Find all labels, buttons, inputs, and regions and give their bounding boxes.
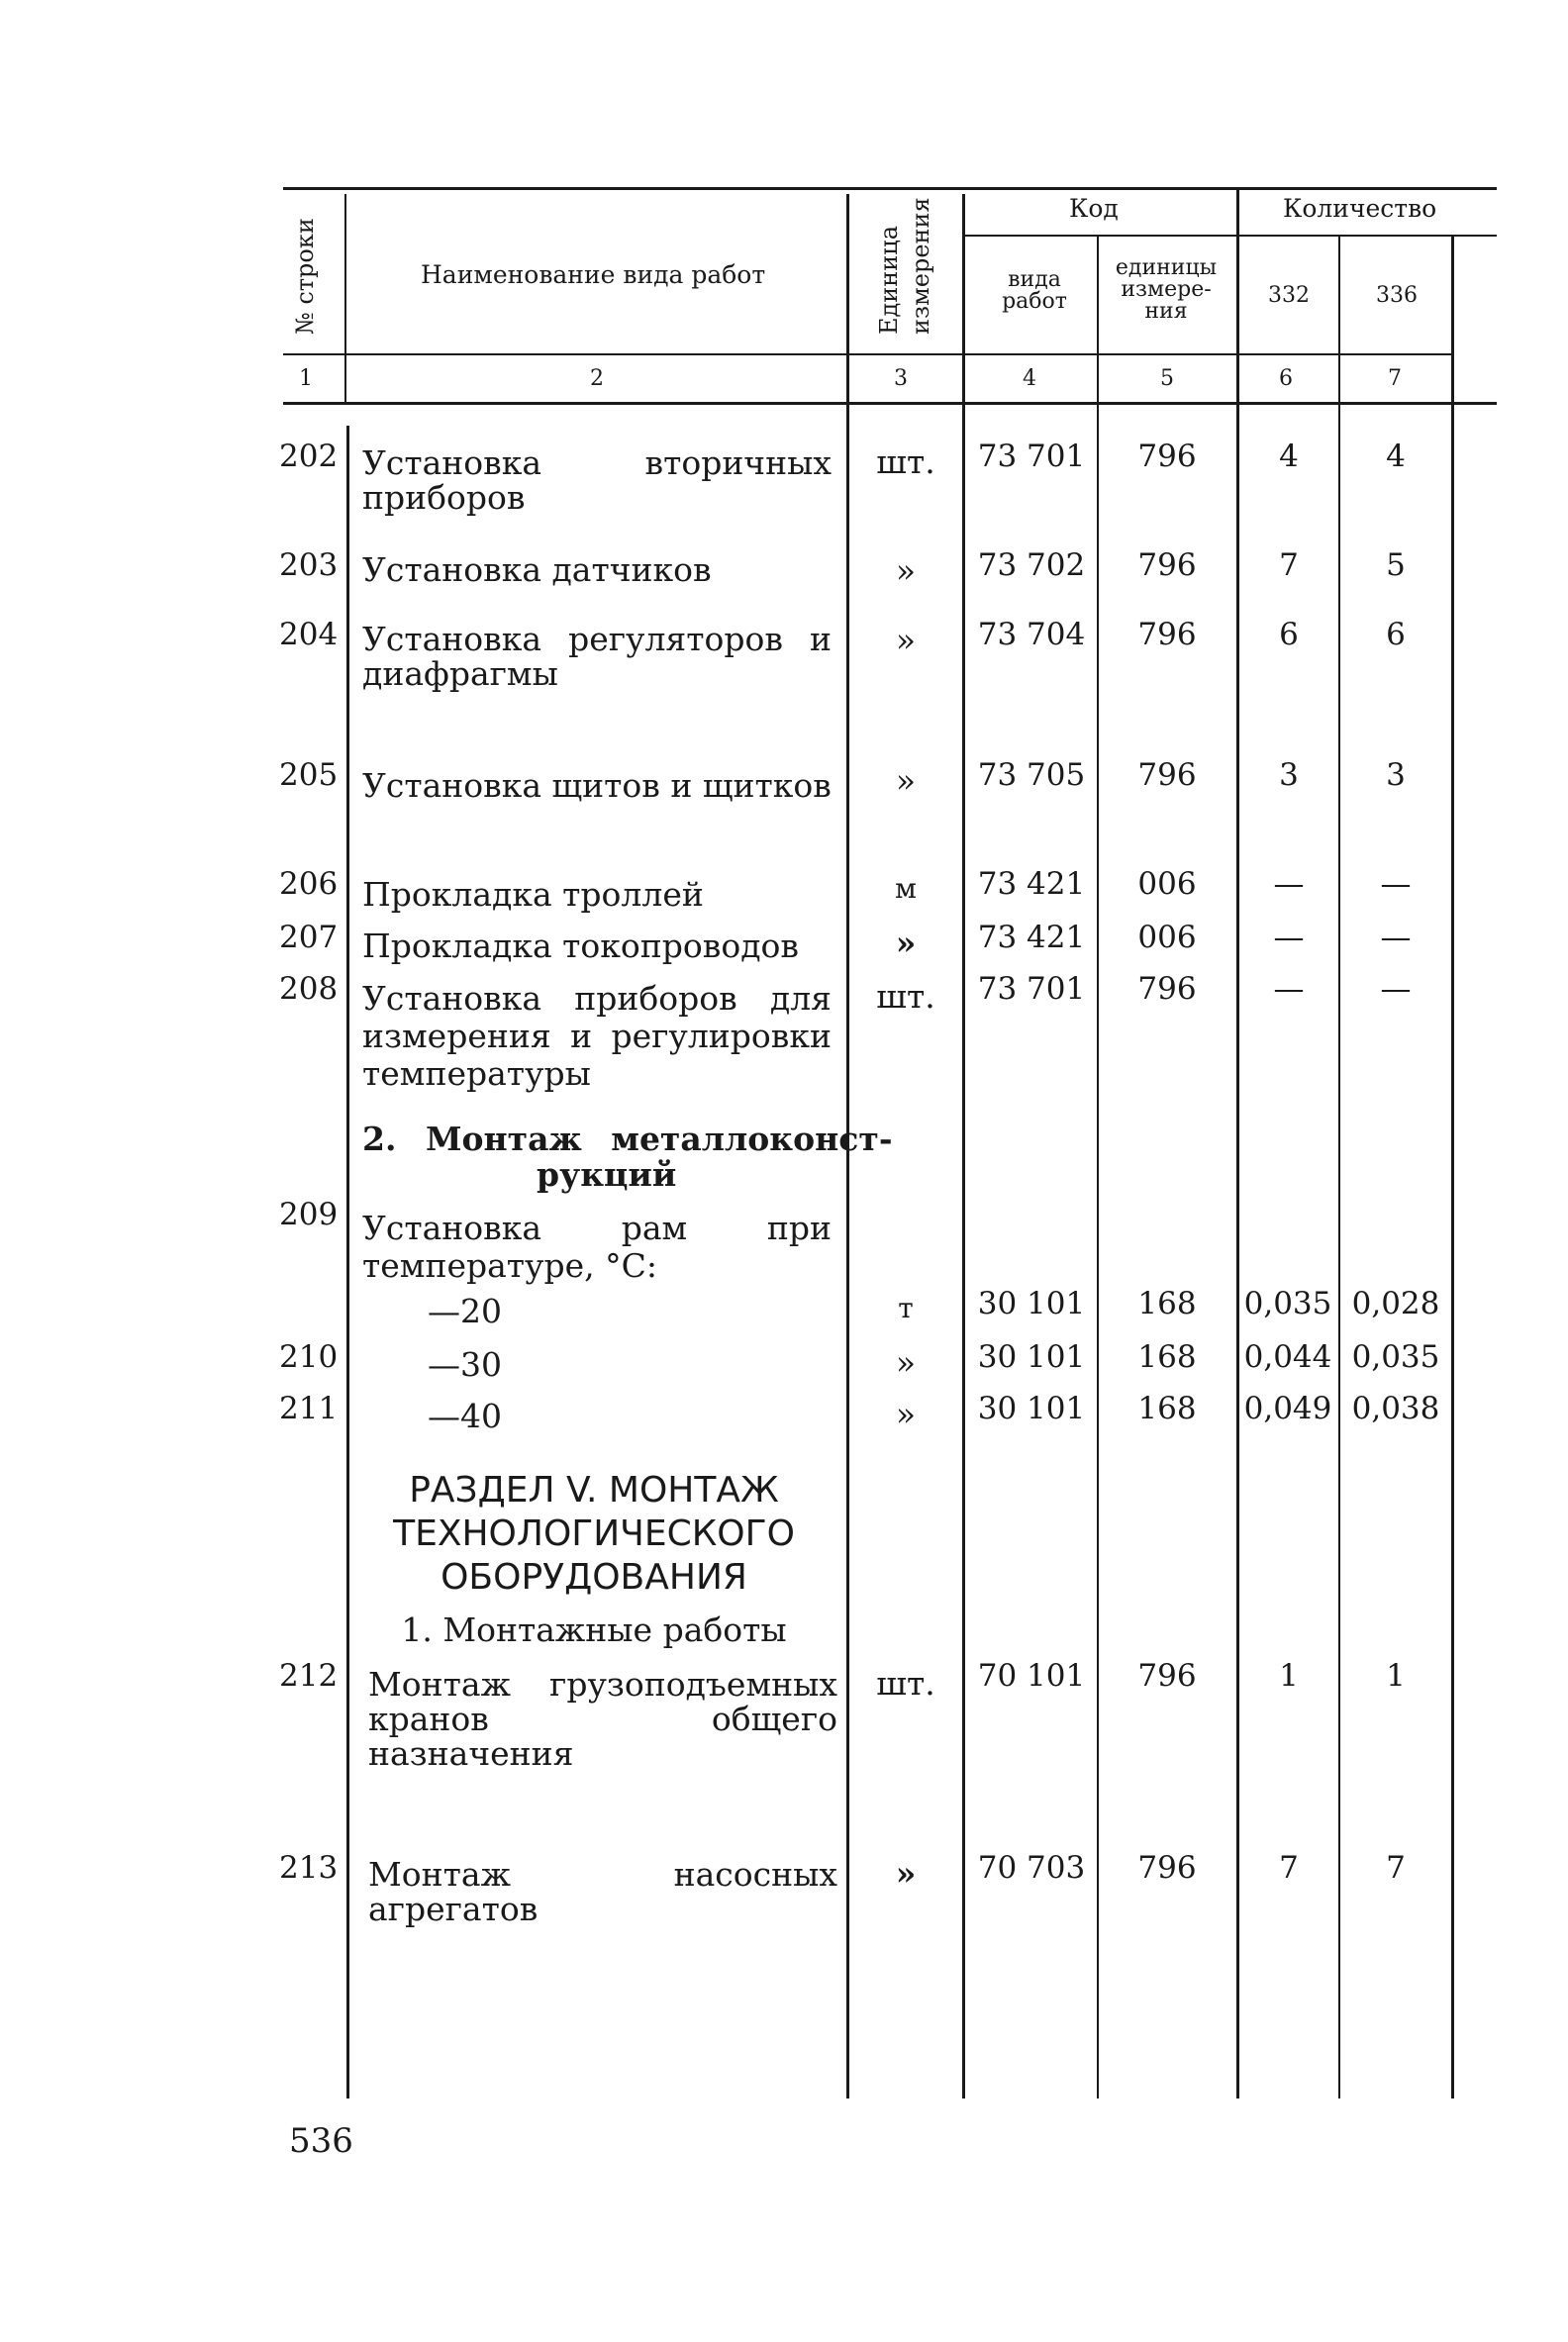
row-code-unit: 796 (1137, 1658, 1197, 1694)
row-name: Установка щитов и щитков (362, 766, 832, 805)
row-qty-332: 0,035 (1243, 1286, 1332, 1321)
col7-rule (1451, 235, 1454, 2098)
row-qty-336: 0,028 (1351, 1286, 1440, 1321)
row-unit: » (895, 1395, 917, 1433)
column-number: 7 (1388, 366, 1402, 391)
row-code-unit: 168 (1137, 1286, 1197, 1321)
row-code-unit: 796 (1137, 1850, 1197, 1886)
row-unit: шт. (876, 1664, 935, 1703)
header-qty-336: 336 (1376, 283, 1418, 308)
row-code-work: 73 702 (977, 547, 1086, 583)
row-code-unit: 168 (1137, 1339, 1197, 1375)
row-qty-332: 7 (1279, 1850, 1299, 1886)
header-code-work-line1: вида (1008, 267, 1061, 292)
row-unit: шт. (876, 442, 935, 481)
row-qty-336: 1 (1386, 1658, 1406, 1694)
header-code-unit-line1: единицы (1115, 255, 1218, 280)
header-work-name: Наименование вида работ (421, 260, 766, 289)
row-unit: » (895, 924, 917, 962)
row-qty-336: 0,035 (1351, 1339, 1440, 1375)
row-code-work: 30 101 (977, 1391, 1086, 1426)
column-number: 5 (1160, 366, 1174, 391)
row-code-unit: 796 (1137, 757, 1197, 793)
row-name: Установка приборов для измерения и регулировки температуры (362, 979, 832, 1093)
section-heading-line3: ОБОРУДОВАНИЯ (441, 1557, 747, 1598)
header-code: Код (1069, 194, 1119, 223)
row-code-work: 73 421 (977, 920, 1086, 955)
table-top-rule (283, 187, 1497, 190)
column-number: 3 (894, 366, 908, 391)
row-code-work: 73 421 (977, 866, 1086, 902)
header-code-work (980, 269, 1089, 313)
row-name: —30 (428, 1345, 502, 1384)
row-unit: м (895, 872, 917, 905)
header-code-work-line2: работ (1002, 289, 1067, 314)
row-number: 203 (279, 547, 339, 583)
row-number: 204 (279, 617, 339, 652)
row-qty-332: — (1273, 971, 1305, 1007)
row-number: 202 (279, 439, 339, 474)
col6-rule (1338, 235, 1340, 2098)
header-row-number: № строки (291, 218, 319, 335)
column-numbers-bottom-rule (283, 402, 1497, 405)
column-number: 4 (1023, 366, 1036, 391)
row-code-unit: 796 (1137, 547, 1197, 583)
row-unit: т (898, 1292, 914, 1324)
row-name: Монтаж грузоподъемных кранов общего назначения (368, 1665, 837, 1773)
row-name: Установка рам при температуре, °С: (362, 1209, 832, 1285)
header-code-unit-line2: измере- (1121, 277, 1212, 302)
row-qty-332: — (1273, 920, 1305, 955)
row-qty-332: — (1273, 866, 1305, 902)
row-qty-336: 0,038 (1351, 1391, 1440, 1426)
row-qty-336: 7 (1386, 1850, 1406, 1886)
row-name: Прокладка токопроводов (362, 927, 799, 965)
section-heading-line2: ТЕХНОЛОГИЧЕСКОГО (393, 1513, 795, 1554)
row-unit: » (895, 761, 917, 800)
row-unit: » (895, 621, 917, 659)
row-unit: шт. (876, 977, 935, 1016)
row-number: 210 (279, 1339, 339, 1375)
row-qty-332: 0,044 (1243, 1339, 1332, 1375)
column-number: 2 (590, 366, 604, 391)
column-number: 6 (1279, 366, 1293, 391)
header-quantity: Количество (1283, 194, 1437, 223)
metal-heading-line1: 2. Монтаж металлоконст- (362, 1120, 893, 1158)
row-number: 211 (279, 1391, 339, 1426)
row-code-work: 70 703 (977, 1850, 1086, 1886)
row-number: 205 (279, 757, 339, 793)
metal-heading-line2: рукций (537, 1155, 677, 1194)
row-name: —20 (428, 1292, 502, 1330)
header-code-unit-line3: ния (1144, 299, 1188, 324)
row-qty-332: 0,049 (1243, 1391, 1332, 1426)
row-code-work: 73 701 (977, 971, 1086, 1007)
col1-rule-body (346, 426, 349, 2098)
row-code-unit: 006 (1137, 920, 1197, 955)
row-code-work: 73 705 (977, 757, 1086, 793)
code-subheader-rule (965, 235, 1242, 237)
col1-rule-header (344, 194, 346, 402)
page-number: 536 (289, 2121, 353, 2161)
row-number: 213 (279, 1850, 339, 1886)
row-code-unit: 796 (1137, 617, 1197, 652)
row-code-work: 30 101 (977, 1286, 1086, 1321)
row-qty-336: 5 (1386, 547, 1406, 583)
row-qty-336: 3 (1386, 757, 1406, 793)
header-code-unit (1101, 257, 1231, 323)
row-name: Прокладка троллей (362, 875, 704, 914)
column-number: 1 (299, 366, 313, 391)
row-qty-336: — (1380, 920, 1412, 955)
header-qty-332: 332 (1268, 283, 1310, 308)
row-unit: » (895, 551, 917, 590)
col5-rule (1236, 187, 1239, 2098)
col3-rule (962, 194, 965, 2098)
row-number: 209 (279, 1197, 339, 1232)
row-code-work: 30 101 (977, 1339, 1086, 1375)
row-number: 206 (279, 866, 339, 902)
section-heading-line1: РАЗДЕЛ V. МОНТАЖ (409, 1470, 779, 1511)
row-unit: » (895, 1343, 917, 1382)
row-code-unit: 796 (1137, 439, 1197, 474)
row-name: —40 (428, 1397, 502, 1435)
row-qty-336: — (1380, 971, 1412, 1007)
row-code-work: 70 101 (977, 1658, 1086, 1694)
header-unit-line1: Единица (875, 225, 903, 335)
subsection-heading-installation: 1. Монтажные работы (401, 1610, 787, 1649)
row-number: 207 (279, 920, 339, 955)
row-number: 208 (279, 971, 339, 1007)
row-qty-332: 3 (1279, 757, 1299, 793)
row-qty-332: 1 (1279, 1658, 1299, 1694)
row-number: 212 (279, 1658, 339, 1694)
qty-subheader-rule (1234, 235, 1497, 237)
row-name: Установка вторичных приборов (362, 443, 832, 517)
row-code-unit: 006 (1137, 866, 1197, 902)
row-code-unit: 796 (1137, 971, 1197, 1007)
row-qty-332: 7 (1279, 547, 1299, 583)
row-code-work: 73 701 (977, 439, 1086, 474)
header-unit-line2: измерения (907, 197, 934, 335)
row-code-unit: 168 (1137, 1391, 1197, 1426)
row-code-work: 73 704 (977, 617, 1086, 652)
row-unit: » (895, 1854, 917, 1893)
row-qty-332: 4 (1279, 439, 1299, 474)
row-qty-336: 4 (1386, 439, 1406, 474)
row-name: Установка регуляторов и диафрагмы (362, 620, 832, 693)
row-qty-332: 6 (1279, 617, 1299, 652)
header-bottom-rule (283, 353, 1451, 355)
row-qty-336: — (1380, 866, 1412, 902)
col4-rule (1097, 235, 1099, 2098)
row-name: Установка датчиков (362, 550, 712, 589)
row-qty-336: 6 (1386, 617, 1406, 652)
row-name: Монтаж насосных агрегатов (368, 1855, 837, 1928)
